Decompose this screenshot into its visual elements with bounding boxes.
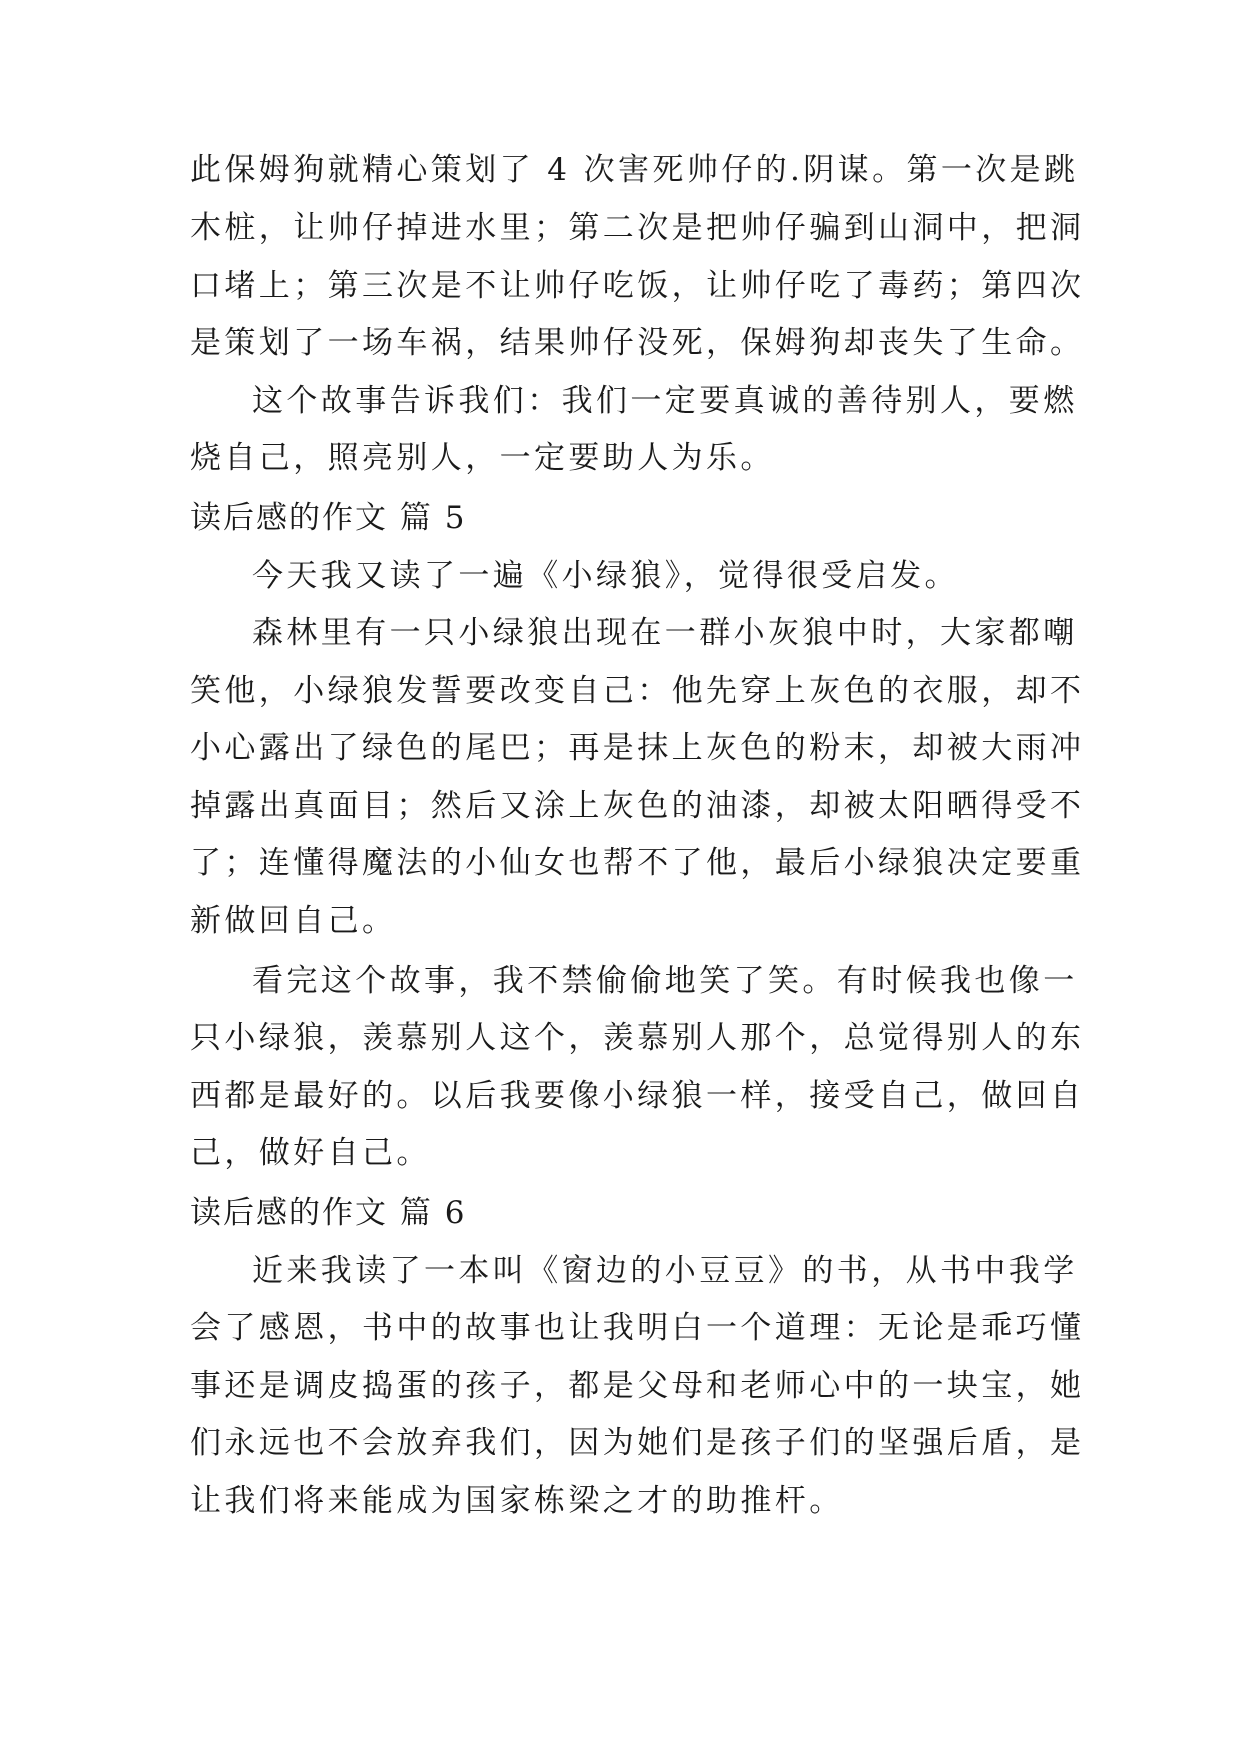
text-line: 烧自己，照亮别人，一定要助人为乐。 [190, 440, 775, 476]
text-line: 是策划了一场车祸，结果帅仔没死，保姆狗却丧失了生命。 [190, 325, 1085, 361]
text-line: 近来我读了一本叫《窗边的小豆豆》的书，从书中我学 [252, 1253, 1078, 1289]
text-line: 事还是调皮捣蛋的孩子，都是父母和老师心中的一块宝，她 [190, 1368, 1085, 1404]
text-line: 今天我又读了一遍《小绿狼》，觉得很受启发。 [252, 558, 959, 594]
text-line: 此保姆狗就精心策划了 4 次害死帅仔的.阴谋。第一次是跳 [190, 152, 1079, 188]
text-line: 看完这个故事，我不禁偷偷地笑了笑。有时候我也像一 [252, 963, 1078, 999]
text-line: 己，做好自己。 [190, 1135, 431, 1171]
text-line: 只小绿狼，羡慕别人这个，羡慕别人那个，总觉得别人的东 [190, 1020, 1085, 1056]
text-line: 这个故事告诉我们：我们一定要真诚的善待别人，要燃 [252, 383, 1078, 419]
section-heading: 读后感的作文 篇 6 [190, 1195, 467, 1231]
text-line: 笑他，小绿狼发誓要改变自己：他先穿上灰色的衣服，却不 [190, 673, 1085, 709]
text-line: 森林里有一只小绿狼出现在一群小灰狼中时，大家都嘲 [252, 615, 1078, 651]
text-line: 会了感恩，书中的故事也让我明白一个道理：无论是乖巧懂 [190, 1310, 1085, 1346]
text-line: 们永远也不会放弃我们，因为她们是孩子们的坚强后盾，是 [190, 1425, 1085, 1461]
text-line: 了；连懂得魔法的小仙女也帮不了他，最后小绿狼决定要重 [190, 845, 1085, 881]
text-line: 小心露出了绿色的尾巴；再是抹上灰色的粉末，却被大雨冲 [190, 730, 1085, 766]
text-line: 木桩，让帅仔掉进水里；第二次是把帅仔骗到山洞中，把洞 [190, 210, 1085, 246]
text-line: 掉露出真面目；然后又涂上灰色的油漆，却被太阳晒得受不 [190, 788, 1085, 824]
text-line: 新做回自己。 [190, 903, 397, 939]
text-line: 西都是最好的。以后我要像小绿狼一样，接受自己，做回自 [190, 1078, 1085, 1114]
text-line: 口堵上；第三次是不让帅仔吃饭，让帅仔吃了毒药；第四次 [190, 268, 1085, 304]
text-line: 让我们将来能成为国家栋梁之才的助推杆。 [190, 1483, 844, 1519]
section-heading: 读后感的作文 篇 5 [190, 500, 467, 536]
